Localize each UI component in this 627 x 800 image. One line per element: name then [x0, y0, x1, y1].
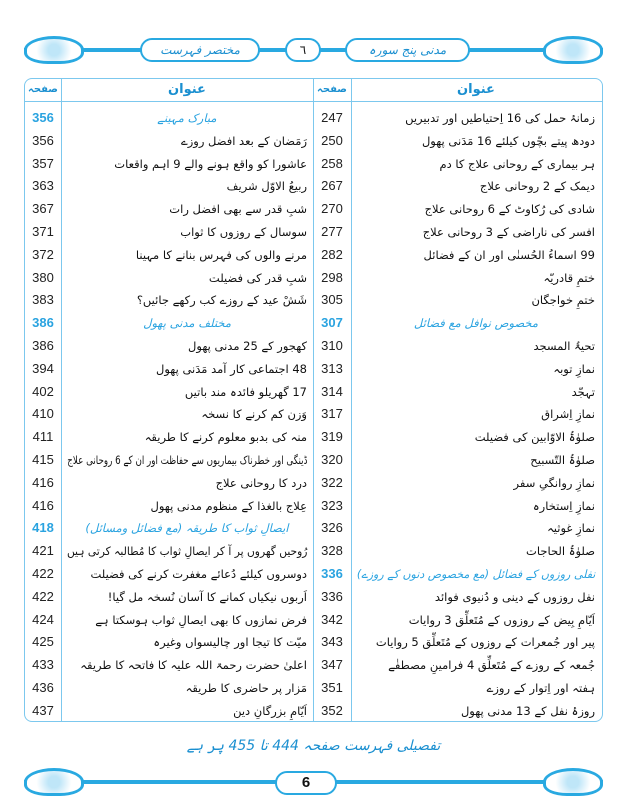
entry-title: پیر اور جُمعرات کے روزوں کے مُتَعلِّق 5 روایات [375, 635, 595, 650]
toc-row [313, 358, 601, 381]
entry-title: جُمعہ کے روزے کے مُتَعلِّق 4 فرامینِ مصطفٰے [388, 658, 595, 673]
page-number: 347 [321, 657, 343, 673]
toc-row [313, 267, 601, 290]
entry-title: ایصالِ ثواب کا طریقہ (مع فضائل ومسائل) [85, 521, 289, 536]
toc-row [25, 289, 313, 312]
entry-title: افسر کی ناراضی کے 3 روحانی علاج [422, 224, 595, 239]
entry-title: دیمک کے 2 روحانی علاج [479, 179, 595, 194]
page-number: 352 [321, 702, 343, 718]
right-flourish-icon [543, 36, 603, 64]
section-heading-row [313, 563, 601, 586]
toc-row [25, 495, 313, 518]
page-number: 6 [275, 771, 337, 795]
entry-title: نمازِ اِشراق [541, 407, 595, 422]
toc-row [25, 540, 313, 563]
entry-title: شَشْ عید کے روزے کب رکھے جائیں؟ [136, 293, 307, 308]
page-number: 380 [32, 269, 54, 285]
toc-row [313, 517, 601, 540]
entry-title: نمازِ توبہ [553, 361, 595, 376]
entry-title: عِلاج بالغذا کے منظوم مدنی پھول [150, 498, 307, 513]
entry-title: مَزار پر حاضری کا طریقہ [185, 680, 307, 695]
page-number: 307 [321, 315, 343, 331]
left-page-header: صفحہ [28, 84, 58, 95]
toc-row [313, 677, 601, 700]
toc-row [25, 130, 313, 153]
entry-title: دودھ پیتے بچّوں کیلئے 16 مَدَنی پھول [421, 133, 595, 148]
page-number: 310 [321, 337, 343, 353]
page-number: 313 [321, 360, 343, 376]
toc-row [25, 700, 313, 723]
toc-row [25, 609, 313, 632]
entry-title: ہفتہ اور اِتوار کے روزے [486, 680, 595, 695]
page-number: 421 [32, 543, 54, 559]
toc-row [25, 221, 313, 244]
page-number: 367 [32, 201, 54, 217]
page-number: 416 [32, 474, 54, 490]
toc-row [313, 609, 601, 632]
toc-row [313, 495, 601, 518]
page-number: 411 [32, 429, 54, 445]
entry-title: صلوٰۃُ الحاجات [526, 544, 595, 559]
toc-row [25, 631, 313, 654]
toc-row [25, 563, 313, 586]
entry-title: فرض نمازوں کا بھی ایصالِ ثواب ہوسکتا ہے [95, 612, 307, 627]
toc-row [313, 586, 601, 609]
toc-row [25, 403, 313, 426]
page-number: 323 [321, 497, 343, 513]
toc-row [313, 153, 601, 176]
entry-title: زمانۂ حمل کی 16 اِحتیاطیں اور تدبیریں [405, 111, 595, 125]
entry-title: شبِ قدر کی فضیلت [208, 270, 307, 285]
page-number: 270 [321, 201, 343, 217]
entry-title: اعلیٰ حضرت رحمۃ اللہ علیہ کا فاتحہ کا طریقہ [80, 658, 307, 673]
page-number: 386 [32, 337, 54, 353]
page-number: 394 [32, 360, 54, 376]
entry-title: دوسروں کیلئے دُعائے مغفرت کرنے کی فضیلت [90, 566, 307, 581]
toc-row [25, 586, 313, 609]
entry-title: روزۂ نفل کے 13 مدنی پھول [460, 703, 595, 718]
right-title-header: عنوان [457, 82, 495, 97]
entry-title: نمازِ غوثیہ [547, 521, 595, 536]
page-number: 363 [32, 178, 54, 194]
page-number: 425 [32, 634, 54, 650]
detailed-index-note: تفصیلی فہرست صفحہ 444 تا 455 پر ہے [186, 738, 441, 754]
toc-row [313, 403, 601, 426]
page-number: 298 [321, 269, 343, 285]
toc-row [313, 449, 601, 472]
entry-title: ہر بیماری کے روحانی علاج کا دم [439, 156, 595, 171]
entry-title: درد کا روحانی علاج [215, 475, 307, 490]
toc-row [313, 107, 601, 130]
page-number: 343 [321, 634, 343, 650]
page-number: 326 [321, 520, 343, 536]
right-column [313, 107, 601, 723]
toc-row [313, 335, 601, 358]
entry-title: شبِ قدر سے بھی افضل رات [169, 202, 307, 217]
page-number: 418 [32, 520, 54, 536]
page-number: 247 [321, 110, 343, 125]
page-number: 328 [321, 543, 343, 559]
book-title-pill: مدنی پنج سورہ [345, 38, 470, 62]
toc-row [313, 472, 601, 495]
left-flourish-icon [24, 768, 84, 796]
page-number: 250 [321, 132, 343, 148]
section-heading-row [313, 312, 601, 335]
toc-row [25, 198, 313, 221]
toc-row [25, 472, 313, 495]
section-title-pill: مختصر فہرست [140, 38, 260, 62]
page-number: 437 [32, 702, 54, 718]
entry-title: سوسال کے روزوں کا ثواب [180, 224, 307, 239]
toc-row [313, 175, 601, 198]
page-number: 317 [321, 406, 343, 422]
entry-title: رُوحیں گھروں پر آ کر ایصالِ ثواب کا مُطالبہ کرتی ہیں [66, 544, 307, 559]
entry-title: مرنے والوں کی فہرس بنانے کا مہینا [135, 247, 307, 262]
page-number: 267 [321, 178, 343, 194]
page-number: 436 [32, 679, 54, 695]
toc-row [313, 198, 601, 221]
page-number: 258 [321, 155, 343, 171]
right-flourish-icon [543, 768, 603, 796]
entry-title: اَیّامِ بِیض کے روزوں کے مُتَعلِّق 3 روایات [408, 612, 595, 627]
toc-row [313, 654, 601, 677]
toc-row [25, 426, 313, 449]
entry-title: مخصوص نوافل مع فضائل [413, 316, 538, 331]
entry-title: صلوٰۃُ الاوّابین کی فضیلت [474, 430, 595, 445]
toc-row [313, 426, 601, 449]
page-number: 322 [321, 474, 343, 490]
page-number: 402 [32, 383, 54, 399]
entry-title: تہجّد [571, 384, 595, 399]
entry-title: عاشورا کو واقع ہونے والے 9 اہم واقعات [114, 156, 307, 171]
page-number: 342 [321, 611, 343, 627]
toc-row [25, 335, 313, 358]
section-heading-row [25, 517, 313, 540]
toc-row [25, 244, 313, 267]
entry-title: نمازِ اِستخارہ [532, 498, 595, 513]
left-column [25, 107, 313, 723]
page-number: 282 [321, 246, 343, 262]
left-flourish-icon [24, 36, 84, 64]
page-number: 415 [32, 451, 54, 467]
toc-row [313, 631, 601, 654]
entry-title: اَربوں نیکیاں کمانے کا آسان نُسخہ مل گیا! [107, 589, 307, 604]
page-number: 336 [321, 588, 343, 604]
entry-title: ربیعُ الاوّل شریف [226, 179, 307, 194]
page-number: 416 [32, 497, 54, 513]
page-number: 320 [321, 451, 343, 467]
entry-title: منہ کی بدبو معلوم کرنے کا طریقہ [144, 430, 307, 445]
entry-title: نفل روزوں کے دینی و دُنیوی فوائد [434, 589, 595, 604]
entry-title: 17 گھریلو فائدہ مند باتیں [184, 384, 307, 399]
page-number: 371 [32, 223, 54, 239]
toc-row [313, 244, 601, 267]
entry-title: مختلف مدنی پھول [143, 316, 231, 331]
entry-title: ختمِ قادریّہ [543, 270, 595, 285]
page-number: 372 [32, 246, 54, 262]
page-number: 277 [321, 223, 343, 239]
right-page-header: صفحہ [317, 84, 347, 95]
page-number: 314 [321, 383, 343, 399]
toc-row [313, 221, 601, 244]
entry-title: نمازِ روانگیِ سفر [513, 475, 595, 490]
page-number: 351 [321, 679, 343, 695]
entry-title: کھجور کے 25 مدنی پھول [188, 338, 307, 353]
toc-row [313, 130, 601, 153]
page-number: 422 [32, 565, 54, 581]
entry-title: میّت کا تیجا اور چالیسواں وغیرہ [153, 635, 307, 650]
entry-title: 99 اسماءُ الحُسنٰی اور ان کے فضائل [423, 247, 595, 262]
entry-title: تحیۃُ المسجد [533, 338, 595, 353]
toc-row [313, 289, 601, 312]
page-number: 383 [32, 292, 54, 308]
entry-title: ختمِ خواجگان [531, 293, 595, 308]
entry-title: رَمَضان کے بعد افضل روزے [180, 133, 307, 148]
header-divider [25, 101, 602, 102]
toc-row [313, 700, 601, 723]
entry-title: صلوٰۃُ التّسبیح [530, 452, 595, 467]
toc-row [25, 654, 313, 677]
page-number: 410 [32, 406, 54, 422]
page-number: 336 [321, 565, 343, 581]
page-number: 422 [32, 588, 54, 604]
entry-title: مبارک مہینے [157, 111, 217, 125]
toc-row [25, 381, 313, 404]
entry-title: اَیّامِ بزرگانِ دین [233, 703, 307, 718]
page-number: 305 [321, 292, 343, 308]
page-number: 319 [321, 429, 343, 445]
toc-row [25, 358, 313, 381]
left-title-header: عنوان [168, 82, 206, 97]
toc-row [313, 381, 601, 404]
section-heading-row [25, 312, 313, 335]
entry-title: شادی کی رُکاوٹ کے 6 روحانی علاج [424, 202, 595, 217]
toc-row [25, 267, 313, 290]
page-number: 386 [32, 315, 54, 331]
page-number: 356 [32, 132, 54, 148]
contents-table [24, 78, 603, 722]
toc-row [25, 449, 313, 472]
section-heading-row [25, 107, 313, 130]
page-number: 424 [32, 611, 54, 627]
page-number: 356 [32, 110, 54, 125]
toc-row [25, 677, 313, 700]
toc-row [25, 175, 313, 198]
entry-title: ڈینگی اور خطرناک بیماریوں سے حفاظت اور ان کے 6 روحانی علاج [66, 452, 307, 467]
entry-title: 48 اجتماعی کار آمد مَدَنی پھول [156, 361, 307, 376]
page-number: 433 [32, 657, 54, 673]
toc-row [313, 540, 601, 563]
page-number-urdu: ٦ [285, 38, 321, 62]
page-number: 357 [32, 155, 54, 171]
entry-title: نفلی روزوں کے فضائل (مع مخصوص دنوں کے روزے) [356, 566, 595, 581]
toc-row [25, 153, 313, 176]
entry-title: وَزن کم کرنے کا نسخہ [201, 407, 307, 422]
